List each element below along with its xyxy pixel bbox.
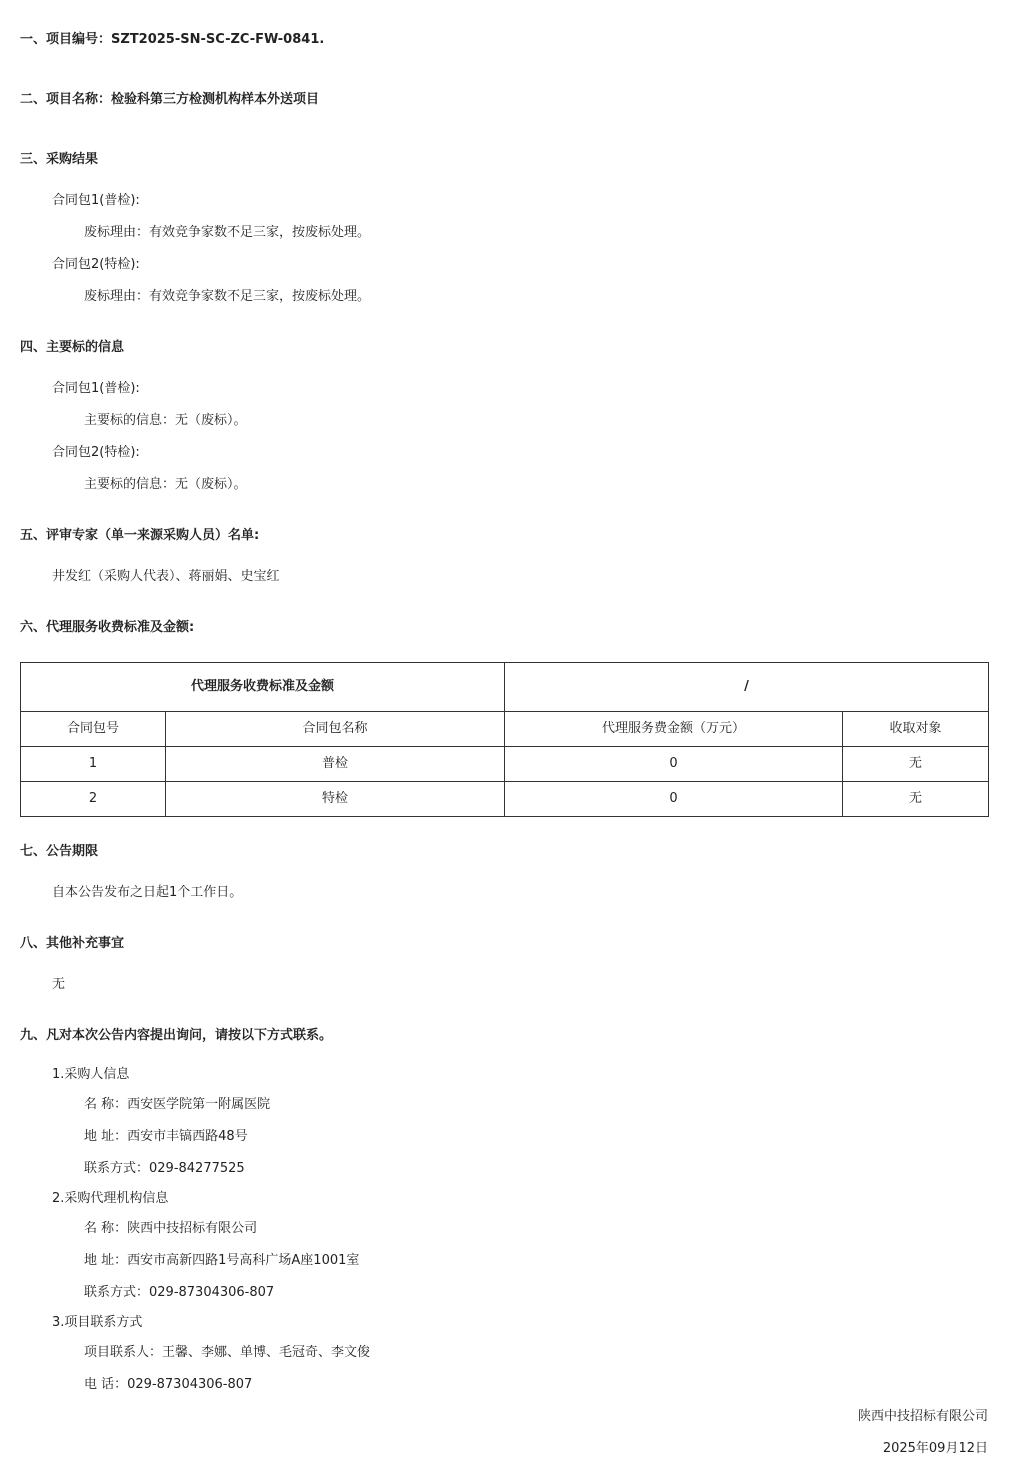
purchaser-address: 地 址：西安市丰镐西路48号 [84, 1129, 248, 1144]
cell-fee-amount: 0 [505, 747, 843, 782]
agency-address: 地 址：西安市高新四路1号高科广场A座1001室 [84, 1253, 360, 1268]
fee-table-header-row [21, 663, 989, 712]
column-header-package-name: 合同包名称 [166, 712, 505, 747]
fee-table-column-row [21, 712, 989, 747]
cell-package-no: 1 [21, 747, 166, 782]
table-row [21, 747, 989, 782]
project-number-heading [20, 31, 324, 49]
agency-name: 名 称：陕西中技招标有限公司 [84, 1221, 258, 1236]
subject-package-1-name: 合同包1(普检): [52, 381, 140, 396]
result-package-1-detail: 废标理由：有效竞争家数不足三家，按废标处理。 [84, 225, 371, 240]
subject-package-2-name: 合同包2(特检): [52, 445, 140, 460]
project-number-value: SZT2025-SN-SC-ZC-FW-0841. [111, 32, 325, 47]
column-header-package-no: 合同包号 [21, 712, 166, 747]
agency-phone: 联系方式：029-87304306-807 [84, 1285, 275, 1300]
footer-date: 2025年09月12日 [882, 1441, 988, 1456]
project-name-heading [20, 91, 319, 109]
announcement-period-text: 自本公告发布之日起1个工作日。 [52, 885, 243, 900]
cell-package-name: 特检 [166, 782, 505, 817]
purchaser-name: 名 称：西安医学院第一附属医院 [84, 1097, 271, 1112]
other-matters-text: 无 [52, 977, 66, 992]
result-package-1-name: 合同包1(普检): [52, 193, 140, 208]
agency-info-heading: 2.采购代理机构信息 [52, 1191, 169, 1206]
contact-heading: 九、凡对本次公告内容提出询问，请按以下方式联系。 [20, 1028, 333, 1043]
result-package-2-detail: 废标理由：有效竞争家数不足三家，按废标处理。 [84, 289, 371, 304]
subject-package-2-detail: 主要标的信息：无（废标）。 [84, 477, 247, 492]
table-row [21, 782, 989, 817]
project-name-value: 检验科第三方检测机构样本外送项目 [111, 92, 320, 107]
subject-package-1-detail: 主要标的信息：无（废标）。 [84, 413, 247, 428]
cell-package-no: 2 [21, 782, 166, 817]
announcement-period-heading: 七、公告期限 [20, 844, 99, 859]
cell-package-name: 普检 [166, 747, 505, 782]
experts-heading: 五、评审专家（单一来源采购人员）名单: [20, 528, 260, 543]
purchaser-phone: 联系方式：029-84277525 [84, 1161, 245, 1176]
fee-table-header-left: 代理服务收费标准及金额 [21, 663, 505, 712]
project-contacts: 项目联系人：王馨、李娜、单博、毛冠奇、李文俊 [84, 1345, 371, 1360]
cell-payer: 无 [843, 747, 989, 782]
project-number-label: 一、项目编号： [20, 32, 112, 47]
agency-fee-heading: 六、代理服务收费标准及金额: [20, 620, 195, 635]
project-phone: 电 话：029-87304306-807 [84, 1377, 253, 1392]
cell-fee-amount: 0 [505, 782, 843, 817]
fee-table-header-right: / [505, 663, 989, 712]
project-contact-heading: 3.项目联系方式 [52, 1315, 143, 1330]
other-matters-heading: 八、其他补充事宜 [20, 936, 125, 951]
column-header-fee-amount: 代理服务费金额（万元） [505, 712, 843, 747]
procurement-result-heading: 三、采购结果 [20, 152, 99, 167]
experts-list: 井发红（采购人代表）、蒋丽娟、史宝红 [52, 569, 280, 584]
column-header-payer: 收取对象 [843, 712, 989, 747]
cell-payer: 无 [843, 782, 989, 817]
result-package-2-name: 合同包2(特检): [52, 257, 140, 272]
project-name-label: 二、项目名称： [20, 92, 112, 107]
footer-company: 陕西中技招标有限公司 [857, 1409, 988, 1424]
purchaser-info-heading: 1.采购人信息 [52, 1067, 130, 1082]
main-subject-heading: 四、主要标的信息 [20, 340, 125, 355]
agency-fee-table [20, 662, 989, 817]
